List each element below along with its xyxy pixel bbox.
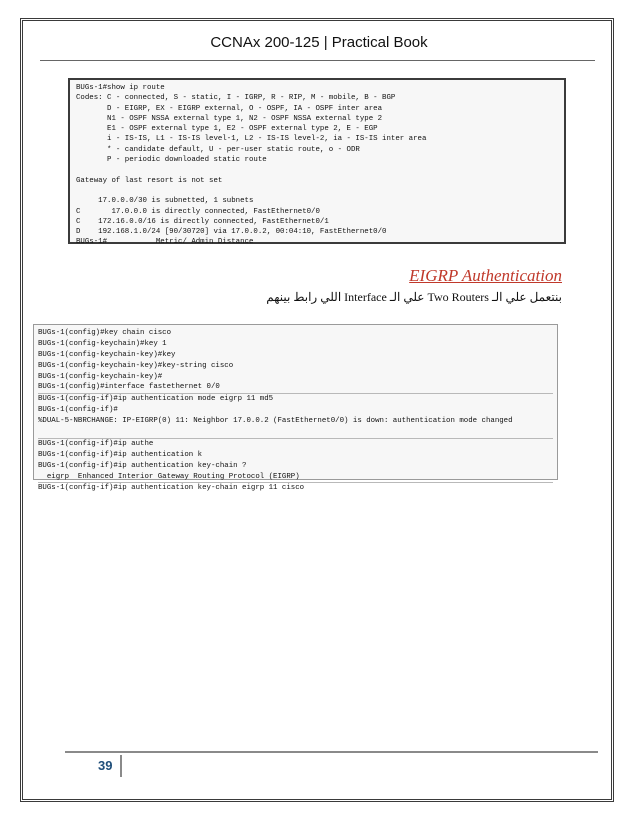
section-subtitle: بنتعمل علي الـ Two Routers علي الـ Interface اللي رابط بينهم	[266, 290, 562, 304]
terminal-line: BUGs-1(config-keychain-key)#key	[38, 350, 176, 359]
terminal-line: Gateway of last resort is not set	[76, 176, 223, 185]
terminal-line: BUGs-1(config-if)#ip authentication k	[38, 450, 203, 459]
terminal-line: C 17.0.0.0 is directly connected, FastEthernet0/0	[76, 207, 320, 216]
terminal-line: BUGs-1(config-keychain-key)#key-string cisco	[38, 361, 234, 370]
terminal-line: BUGs-1(config-if)#ip authentication mode eigrp 11 md5	[38, 393, 553, 405]
terminal-line: D 192.168.1.0/24 [90/30720] via 17.0.0.2, 00:04:10, FastEthernet0/0	[76, 228, 387, 237]
terminal-line	[76, 186, 558, 196]
terminal-line: i - IS-IS, L1 - IS-IS level-1, L2 - IS-IS level-2, ia - IS-IS inter area	[76, 135, 427, 144]
page-header-title: CCNAx 200-125 | Practical Book	[210, 34, 428, 51]
terminal-line: D - EIGRP, EX - EIGRP external, O - OSPF, IA - OSPF inter area	[76, 104, 383, 113]
terminal-line: BUGs-1(config-if)#	[38, 406, 118, 415]
footer-divider	[65, 751, 598, 753]
terminal-line: C 172.16.0.0/16 is directly connected, FastEthernet0/1	[76, 217, 329, 226]
terminal-line: N1 - OSPF NSSA external type 1, N2 - OSPF NSSA external type 2	[76, 114, 383, 123]
terminal-line: * - candidate default, U - per-user static route, o - ODR	[76, 145, 360, 154]
header-divider	[40, 60, 595, 61]
key-chain-config-terminal	[33, 324, 558, 493]
terminal-line: BUGs-1(config-if)#ip authe	[38, 438, 553, 450]
terminal-line: BUGs-1(config-if)#ip authentication key-chain eigrp 11 cisco	[38, 482, 553, 494]
terminal-line: eigrp Enhanced Interior Gateway Routing Protocol (EIGRP)	[38, 472, 300, 481]
terminal-line: %DUAL-5-NBRCHANGE: IP-EIGRP(0) 11: Neighbor 17.0.0.2 (FastEthernet0/0) is down: authentication mode changed	[38, 417, 513, 426]
terminal-line: BUGs-1#show ip route	[76, 84, 165, 92]
page-number: 39	[98, 758, 113, 773]
terminal-line: BUGs-1(config)#key chain cisco	[38, 329, 172, 337]
show-ip-route-terminal	[68, 78, 566, 247]
section-title: EIGRP Authentication	[409, 266, 562, 285]
terminal-line: BUGs-1(config-keychain-key)#	[38, 372, 163, 381]
terminal-line: BUGs-1# Metric/ Admin Distance	[76, 238, 254, 247]
terminal-line: BUGs-1(config-keychain)#key 1	[38, 339, 167, 348]
terminal-line	[76, 165, 558, 175]
terminal-line: P - periodic downloaded static route	[76, 156, 267, 165]
terminal-line: BUGs-1(config-if)#ip authentication key-chain ?	[38, 461, 247, 470]
terminal-line: 17.0.0.0/30 is subnetted, 1 subnets	[76, 197, 254, 206]
terminal-line	[38, 427, 553, 438]
terminal-line: Codes: C - connected, S - static, I - IGRP, R - RIP, M - mobile, B - BGP	[76, 94, 396, 103]
terminal-line: BUGs-1(config)#interface fastethernet 0/0	[38, 383, 220, 392]
terminal-line: E1 - OSPF external type 1, E2 - OSPF external type 2, E - EGP	[76, 125, 378, 134]
page-number-separator	[120, 755, 122, 777]
